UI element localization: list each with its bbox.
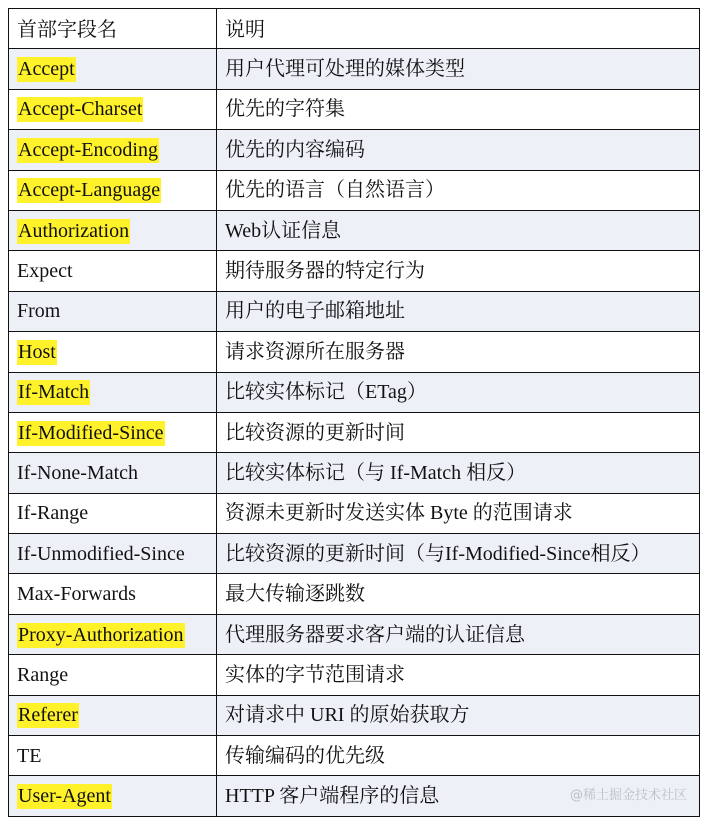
field-name: Max-Forwards [17, 583, 136, 606]
field-description: 用户代理可处理的媒体类型 [217, 49, 700, 89]
field-name-cell [9, 534, 217, 574]
field-name: Referer [18, 704, 78, 727]
column-header-description: 说明 [217, 9, 700, 49]
request-header-fields-table [8, 8, 700, 817]
field-name-cell [9, 736, 217, 776]
field-description: 优先的字符集 [217, 89, 700, 129]
field-name: If-Unmodified-Since [17, 542, 185, 565]
field-name-cell [9, 412, 217, 452]
field-name-cell [9, 776, 217, 816]
field-name-cell [9, 251, 217, 291]
field-name-cell [9, 453, 217, 493]
field-description: 优先的内容编码 [217, 130, 700, 170]
field-description: 比较实体标记（与 If-Match 相反） [217, 453, 700, 493]
field-name: Host [18, 340, 56, 363]
field-description: 最大传输逐跳数 [217, 574, 700, 614]
field-description: 比较资源的更新时间（与If-Modified-Since相反） [217, 534, 700, 574]
watermark: @稀土掘金技术社区 [569, 788, 687, 803]
field-description: 比较实体标记（ETag） [217, 372, 700, 412]
table-row [9, 251, 700, 291]
field-name-cell [9, 89, 217, 129]
document-page [8, 8, 699, 817]
field-name: Accept [18, 58, 75, 81]
field-description: HTTP 客户端程序的信息 [217, 776, 700, 816]
table-row [9, 210, 700, 250]
field-name-cell [9, 574, 217, 614]
table-row [9, 736, 700, 776]
field-description: 用户的电子邮箱地址 [217, 291, 700, 331]
table-row [9, 695, 700, 735]
field-name: Accept-Encoding [18, 138, 158, 161]
field-name: Proxy-Authorization [18, 623, 184, 646]
field-description: 请求资源所在服务器 [217, 332, 700, 372]
field-name: If-Modified-Since [18, 421, 164, 444]
table-row [9, 574, 700, 614]
table-row [9, 49, 700, 89]
field-name-cell [9, 49, 217, 89]
table-header-row [9, 9, 700, 49]
field-name-cell [9, 210, 217, 250]
table-row [9, 534, 700, 574]
field-description: 代理服务器要求客户端的认证信息 [217, 614, 700, 654]
column-header-field-name: 首部字段名 [9, 9, 217, 49]
field-name: From [17, 300, 61, 323]
table-body [9, 9, 700, 817]
field-description: 传输编码的优先级 [217, 736, 700, 776]
field-description: 资源未更新时发送实体 Byte 的范围请求 [217, 493, 700, 533]
field-name: Accept-Language [18, 179, 161, 202]
field-name-cell [9, 493, 217, 533]
table-row [9, 372, 700, 412]
field-name: If-Match [18, 381, 90, 404]
field-name-cell [9, 695, 217, 735]
field-name: User-Agent [18, 785, 111, 808]
field-name: Expect [17, 260, 73, 283]
field-name: If-None-Match [17, 461, 139, 484]
field-name: Range [17, 663, 69, 686]
field-name-cell [9, 372, 217, 412]
field-name-cell [9, 655, 217, 695]
table-row [9, 170, 700, 210]
field-description: 实体的字节范围请求 [217, 655, 700, 695]
table-row [9, 493, 700, 533]
field-name-cell [9, 332, 217, 372]
field-name-cell [9, 170, 217, 210]
table-row [9, 453, 700, 493]
field-name-cell [9, 614, 217, 654]
table-row [9, 332, 700, 372]
table-row [9, 614, 700, 654]
field-name: TE [17, 744, 42, 767]
field-description: 对请求中 URI 的原始获取方 [217, 695, 700, 735]
table-row [9, 130, 700, 170]
field-name-cell [9, 291, 217, 331]
field-name-cell [9, 130, 217, 170]
field-description: 优先的语言（自然语言） [217, 170, 700, 210]
field-name: Accept-Charset [18, 98, 143, 121]
field-description: 期待服务器的特定行为 [217, 251, 700, 291]
table-row [9, 89, 700, 129]
field-name: If-Range [17, 502, 89, 525]
field-description: 比较资源的更新时间 [217, 412, 700, 452]
table-row [9, 655, 700, 695]
table-row [9, 291, 700, 331]
field-description: Web认证信息 [217, 210, 700, 250]
table-row [9, 412, 700, 452]
field-name: Authorization [18, 219, 130, 242]
